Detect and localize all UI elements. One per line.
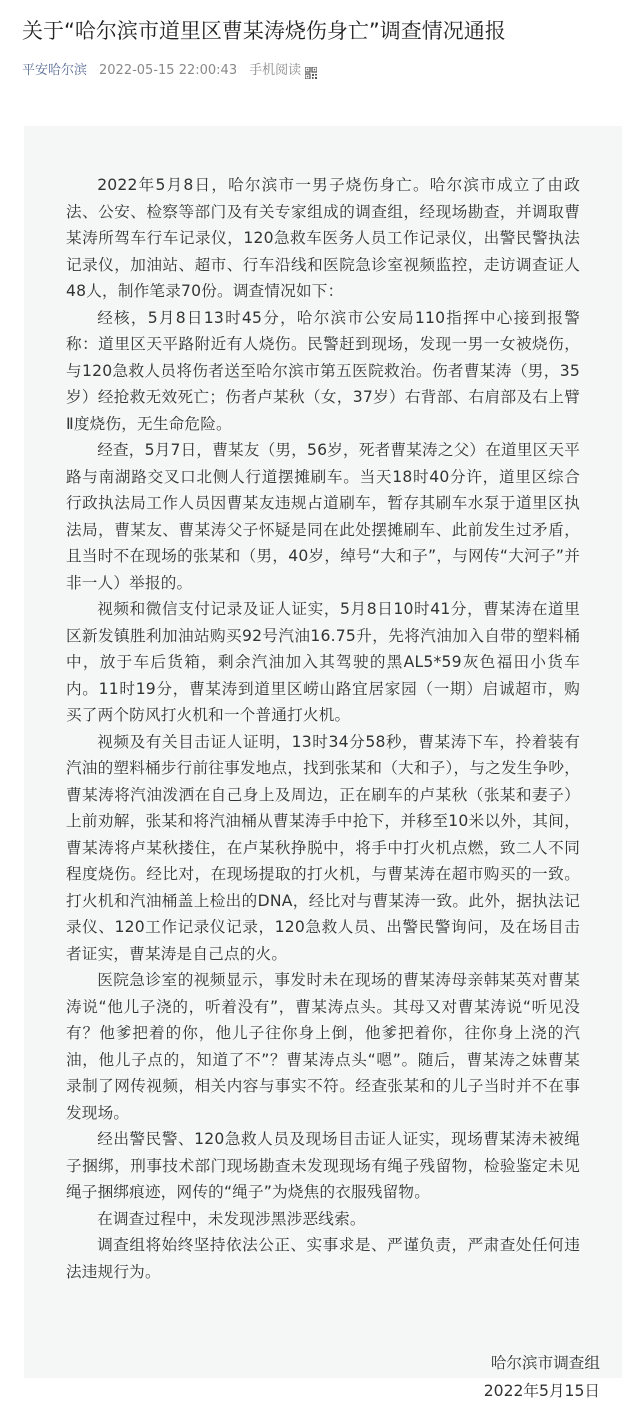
paragraph: 视频和微信支付记录及证人证实，5月8日10时41分，曹某涛在道里区新发镇胜利加油站购买92号汽油16.75升，先将汽油加入自带的塑料桶中，放于车后货箱，剩余汽油加入其驾驶的黑AL5*59灰色福田小货车内。11时19分，曹某涛到道里区崂山路宜居家园（一期）启诚超市，购买了两个防风打火机和一个普通打火机。 — [66, 600, 580, 724]
paragraph: 视频及有关目击证人证明，13时34分58秒，曹某涛下车，拎着装有汽油的塑料桶步行前往事发地点，找到张某和（大和子），与之发生争吵，曹某涛将汽油泼洒在自己身上及周边，正在刷车的卢某秋（张某和妻子）上前劝解，张某和将汽油桶从曹某涛手中抢下，并移至10米以外，其间，曹某涛将卢某秋搂住，在卢某秋挣脱中，将手中打火机点燃，致二人不同程度烧伤。经比对，在现场提取的打火机，与曹某涛在超市购买的一致。打火机和汽油桶盖上检出的DNA，经比对与曹某涛一致。此外，据执法记录仪、120工作记录仪记录，120急救人员、出警民警询问，及在场目击者证实，曹某涛是自己点的火。 — [66, 732, 580, 963]
article-meta — [22, 60, 317, 82]
paragraph: 在调查过程中，未发现涉黑涉恶线索。 — [97, 1209, 366, 1228]
paragraph: 医院急诊室的视频显示，事发时未在现场的曹某涛母亲韩某英对曹某涛说“他儿子浇的，听着没有”，曹某涛点头。其母又对曹某涛说“听见没有？他爹把着的你，他儿子往你身上倒，他爹把着你，往你身上浇的汽油，他儿子点的，知道了不”？曹某涛点头“嗯”。随后，曹某涛之妹曹某录制了网传视频，相关内容与事实不符。经查张某和的儿子当时并不在事发现场。 — [66, 971, 580, 1122]
publish-time: 2022-05-15 22:00:43 — [99, 63, 238, 78]
paragraph: 调查组将始终坚持依法公正、实事求是、严谨负责，严肃查处任何违法违规行为。 — [66, 1236, 580, 1281]
paragraph: 经查，5月7日，曹某友（男，56岁，死者曹某涛之父）在道里区天平路与南湖路交叉口北侧人行道摆摊刷车。当天18时40分许，道里区综合行政执法局工作人员因曹某友违规占道刷车，暂存其刷车水泵于道里区执法局，曹某友、曹某涛父子怀疑是同在此处摆摊刷车、此前发生过矛盾，且当时不在现场的张某和（男，40岁，绰号“大和子”，与网传“大河子”并非一人）举报的。 — [66, 441, 580, 592]
signature-org: 哈尔滨市调查组 — [490, 1354, 600, 1372]
signature-date: 2022年5月15日 — [483, 1382, 600, 1400]
author-link[interactable]: 平安哈尔滨 — [22, 63, 88, 78]
paragraph: 经出警民警、120急救人员及现场目击证人证实，现场曹某涛未被绳子捆绑，刑事技术部门现场勘查未发现现场有绳子残留物，检验鉴定未见绳子捆绑痕迹，网传的“绳子”为烧焦的衣服残留物。 — [66, 1130, 580, 1201]
qr-code-icon[interactable] — [305, 65, 317, 77]
mobile-read-label[interactable]: 手机阅读 — [249, 63, 302, 78]
article-body — [24, 126, 622, 1400]
paragraph: 经核，5月8日13时45分，哈尔滨市公安局110指挥中心接到报警称：道里区天平路附近有人烧伤。民警赶到现场，发现一男一女被烧伤，与120急救人员将伤者送至哈尔滨市第五医院救治。伤者曹某涛（男，35岁）经抢救无效死亡；伤者卢某秋（女，37岁）右背部、右肩部及右上臂Ⅱ度烧伤，无生命危险。 — [66, 308, 580, 433]
paragraph: 2022年5月8日，哈尔滨市一男子烧伤身亡。哈尔滨市成立了由政法、公安、检察等部门及有关专家组成的调查组，经现场勘查，并调取曹某涛所驾车行车记录仪，120急救车医务人员工作记录仪，出警民警执法记录仪，加油站、超市、行车沿线和医院急诊室视频监控，走访调查证人48人，制作笔录70份。调查情况如下： — [66, 176, 580, 300]
article-title: 关于“哈尔滨市道里区曹某涛烧伤身亡”调查情况通报 — [22, 19, 506, 43]
